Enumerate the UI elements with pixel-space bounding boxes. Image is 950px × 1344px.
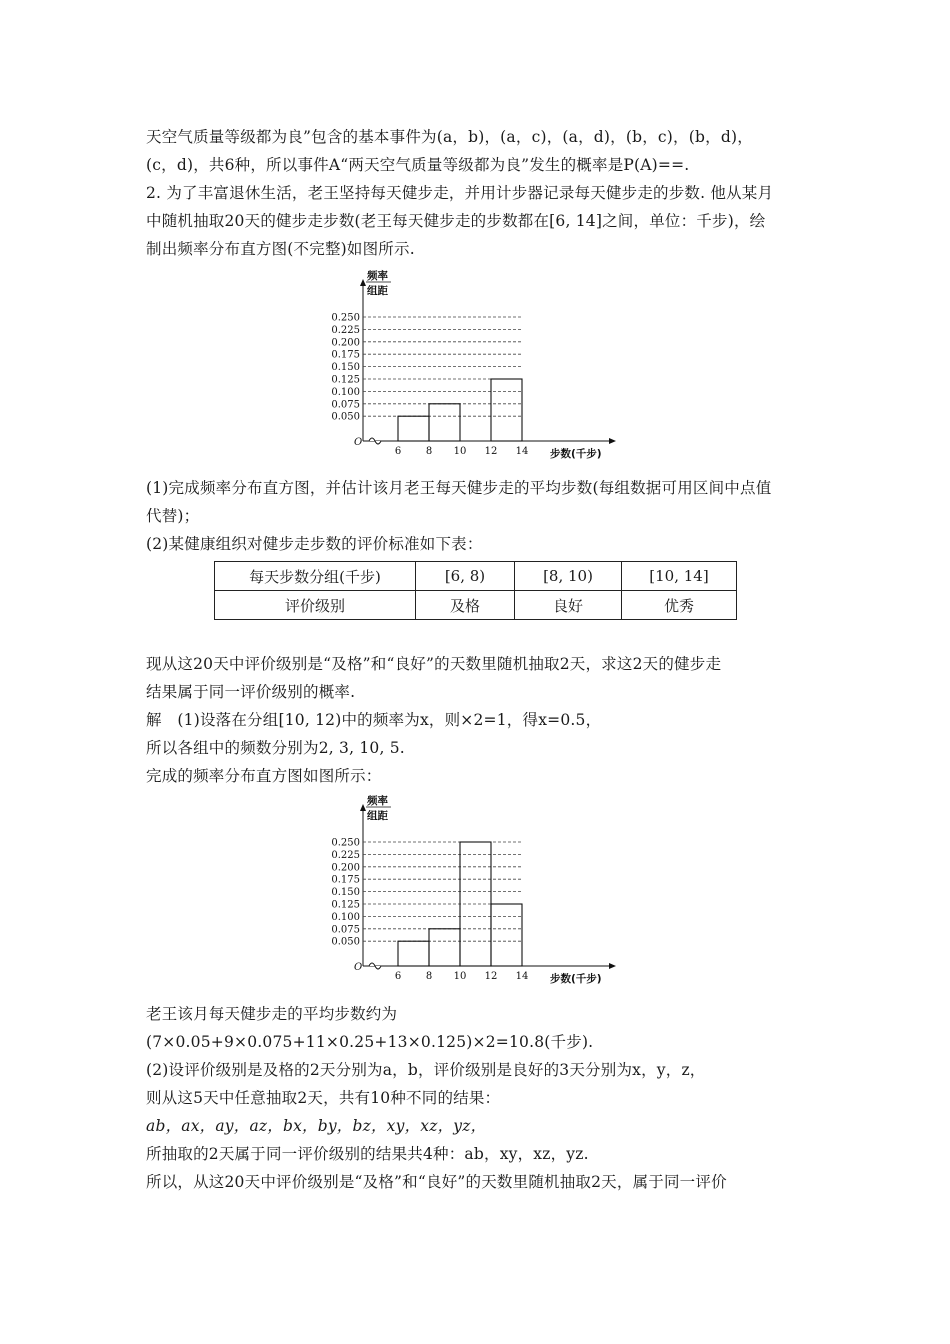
- histogram-incomplete: [320, 265, 630, 465]
- text-line: 天空气质量等级都为良”包含的基本事件为(a，b)，(a，c)，(a，d)，(b，c)，(b，d)，: [146, 128, 753, 146]
- text-line: ab，ax，ay，az，bx，by，bz，xy，xz，yz，: [146, 1117, 487, 1135]
- axis-break-mark: [369, 963, 381, 969]
- formula-line: (7×0.05+9×0.075+11×0.25+13×0.125)×2=10.8(千步).: [146, 1033, 594, 1051]
- x-tick-label: 12: [484, 971, 498, 982]
- histogram-bar: [398, 416, 429, 441]
- table-cell: 评价级别: [215, 591, 416, 620]
- y-axis-label-top: 频率: [367, 270, 388, 282]
- question-1-line: (1)完成频率分布直方图，并估计该月老王每天健步走的平均步数(每组数据可用区间中点值: [146, 479, 772, 497]
- table-cell: 及格: [416, 591, 515, 620]
- histogram-bar: [429, 404, 460, 441]
- y-tick-label: 0.150: [331, 887, 360, 899]
- y-axis-arrow: [360, 804, 366, 811]
- x-axis-arrow: [609, 963, 616, 969]
- y-tick-label: 0.225: [331, 324, 360, 336]
- y-tick-label: 0.175: [331, 349, 360, 361]
- solution-line: 解 (1)设落在分组[10, 12)中的频率为x，则×2=1，得x=0.5，: [146, 711, 602, 729]
- y-tick-label: 0.200: [331, 337, 360, 349]
- text-line: 制出频率分布直方图(不完整)如图所示.: [146, 240, 415, 258]
- y-tick-label: 0.100: [331, 911, 360, 923]
- text-line: (2)设评价级别是及格的2天分别为a，b，评价级别是良好的3天分别为x，y，z，: [146, 1061, 706, 1079]
- histogram-complete: [320, 790, 630, 990]
- origin-label: O: [354, 962, 363, 973]
- table-cell: [8, 10): [515, 562, 622, 591]
- text-line: 结果属于同一评价级别的概率.: [146, 683, 356, 701]
- y-tick-label: 0.075: [331, 399, 360, 411]
- text-line: 所以，从这20天中评价级别是“及格”和“良好”的天数里随机抽取2天，属于同一评价: [146, 1173, 727, 1191]
- text-line: 现从这20天中评价级别是“及格”和“良好”的天数里随机抽取2天，求这2天的健步走: [146, 655, 722, 673]
- y-tick-label: 0.075: [331, 924, 360, 936]
- y-tick-label: 0.225: [331, 849, 360, 861]
- text-line: 所抽取的2天属于同一评价级别的结果共4种：ab，xy，xz，yz.: [146, 1145, 589, 1163]
- x-tick-label: 12: [484, 446, 498, 457]
- y-axis-arrow: [360, 279, 366, 286]
- table-cell: [6, 8): [416, 562, 515, 591]
- table-cell: 优秀: [622, 591, 737, 620]
- y-axis-label-bottom: 组距: [367, 810, 388, 822]
- x-tick-label: 6: [394, 971, 402, 982]
- origin-label: O: [354, 437, 363, 448]
- text-line: (c，d)，共6种，所以事件A“两天空气质量等级都为良”发生的概率是P(A)==.: [146, 156, 690, 174]
- x-tick-label: 14: [515, 971, 529, 982]
- table-cell: [10, 14]: [622, 562, 737, 591]
- y-tick-label: 0.150: [331, 362, 360, 374]
- table-cell: 每天步数分组(千步): [215, 562, 416, 591]
- problem-2-line: 2. 为了丰富退休生活，老王坚持每天健步走，并用计步器记录每天健步走的步数. 他从某月: [146, 184, 774, 202]
- histogram-svg: [320, 265, 630, 465]
- y-tick-label: 0.125: [331, 374, 360, 386]
- y-axis-label-top: 频率: [367, 795, 388, 807]
- y-tick-label: 0.175: [331, 874, 360, 886]
- text-line: 所以各组中的频数分别为2, 3, 10, 5.: [146, 739, 405, 757]
- table-row: [215, 591, 737, 620]
- histogram-bar: [491, 379, 522, 441]
- y-tick-label: 0.250: [331, 312, 360, 324]
- text-line: 则从这5天中任意抽取2天，共有10种不同的结果：: [146, 1089, 501, 1107]
- text-line: 中随机抽取20天的健步走步数(老王每天健步走的步数都在[6, 14]之间，单位：千步)，绘: [146, 212, 766, 230]
- text-line: 完成的频率分布直方图如图所示：: [146, 767, 382, 785]
- text-line: 代替)；: [146, 507, 200, 525]
- table-cell: 良好: [515, 591, 622, 620]
- x-tick-label: 8: [425, 446, 433, 457]
- x-axis-label: 步数(千步): [550, 448, 602, 460]
- y-tick-label: 0.050: [331, 936, 360, 948]
- x-axis-arrow: [609, 438, 616, 444]
- y-tick-label: 0.200: [331, 862, 360, 874]
- evaluation-table: [214, 561, 737, 620]
- text-line: 老王该月每天健步走的平均步数约为: [146, 1005, 398, 1023]
- axis-break-mark: [369, 438, 381, 444]
- x-tick-label: 8: [425, 971, 433, 982]
- question-2-line: (2)某健康组织对健步走步数的评价标准如下表：: [146, 535, 483, 553]
- table-row: [215, 562, 737, 591]
- x-tick-label: 10: [453, 971, 467, 982]
- x-tick-label: 10: [453, 446, 467, 457]
- x-axis-label: 步数(千步): [550, 973, 602, 985]
- x-tick-label: 6: [394, 446, 402, 457]
- x-tick-label: 14: [515, 446, 529, 457]
- y-axis-label-bottom: 组距: [367, 285, 388, 297]
- histogram-bar: [429, 929, 460, 966]
- y-tick-label: 0.125: [331, 899, 360, 911]
- y-tick-label: 0.250: [331, 837, 360, 849]
- histogram-bar: [491, 904, 522, 966]
- y-tick-label: 0.100: [331, 386, 360, 398]
- y-tick-label: 0.050: [331, 411, 360, 423]
- histogram-bar: [398, 941, 429, 966]
- histogram-svg: [320, 790, 630, 990]
